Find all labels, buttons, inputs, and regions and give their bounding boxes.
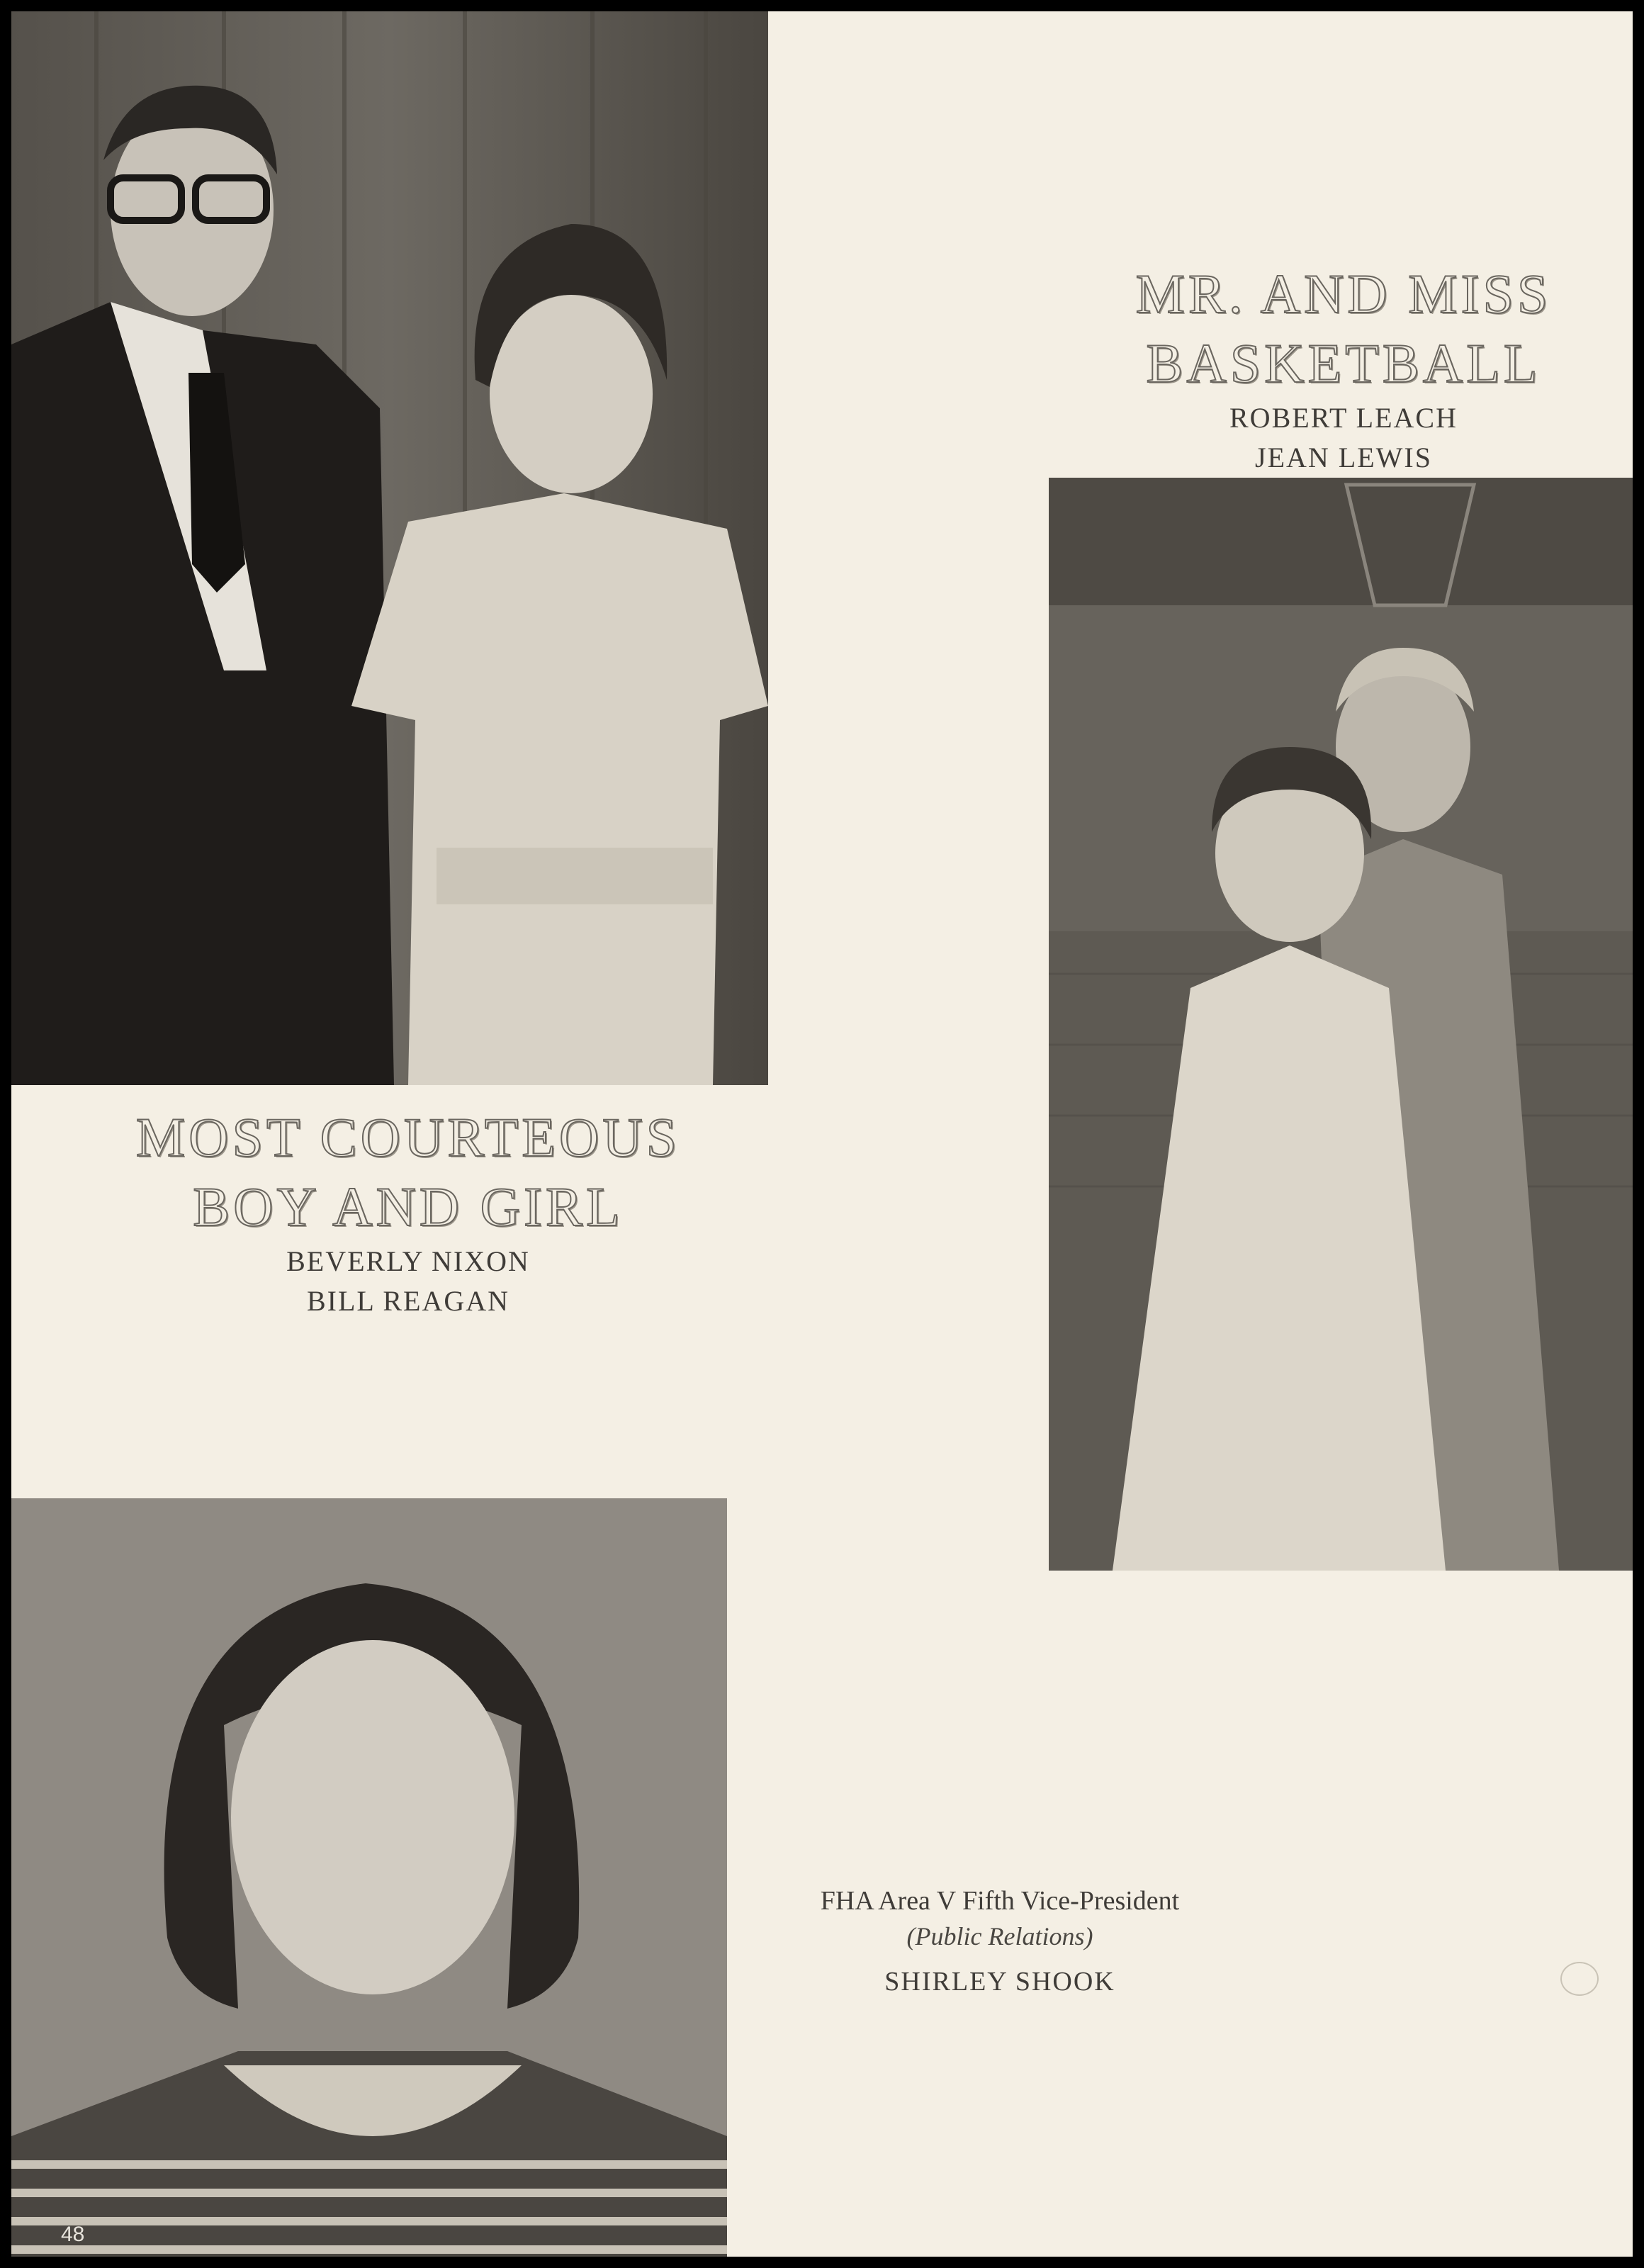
basketball-title-line1: MR. AND MISS: [1135, 263, 1552, 325]
basketball-name-2: JEAN LEWIS: [1255, 442, 1432, 473]
most-courteous-caption: [54, 1103, 762, 1321]
photo-basketball: [1049, 478, 1633, 1571]
photo-fha-image: [11, 1498, 727, 2257]
photo-fha: [11, 1498, 727, 2257]
most-courteous-name-2: BILL REAGAN: [306, 1285, 510, 1317]
basketball-caption: [1074, 259, 1613, 478]
basketball-title-line2: BASKETBALL: [1146, 332, 1541, 394]
photo-most-courteous: [11, 11, 768, 1085]
most-courteous-title-line1: MOST COURTEOUS: [135, 1106, 681, 1168]
basketball-name-1: ROBERT LEACH: [1229, 402, 1458, 434]
photo-most-courteous-image: [11, 11, 768, 1085]
most-courteous-name-1: BEVERLY NIXON: [286, 1245, 530, 1277]
most-courteous-title-line2: BOY AND GIRL: [193, 1176, 624, 1237]
margin-circle-mark: [1560, 1962, 1599, 1996]
fha-office-title: FHA Area V Fifth Vice-President: [820, 1886, 1180, 1916]
yearbook-page: [11, 11, 1633, 2257]
fha-name: SHIRLEY SHOOK: [884, 1967, 1115, 1997]
photo-basketball-image: [1049, 478, 1633, 1571]
page-number: 48: [61, 2223, 85, 2246]
fha-office-detail: (Public Relations): [906, 1922, 1093, 1950]
fha-caption: [720, 1882, 1280, 2000]
